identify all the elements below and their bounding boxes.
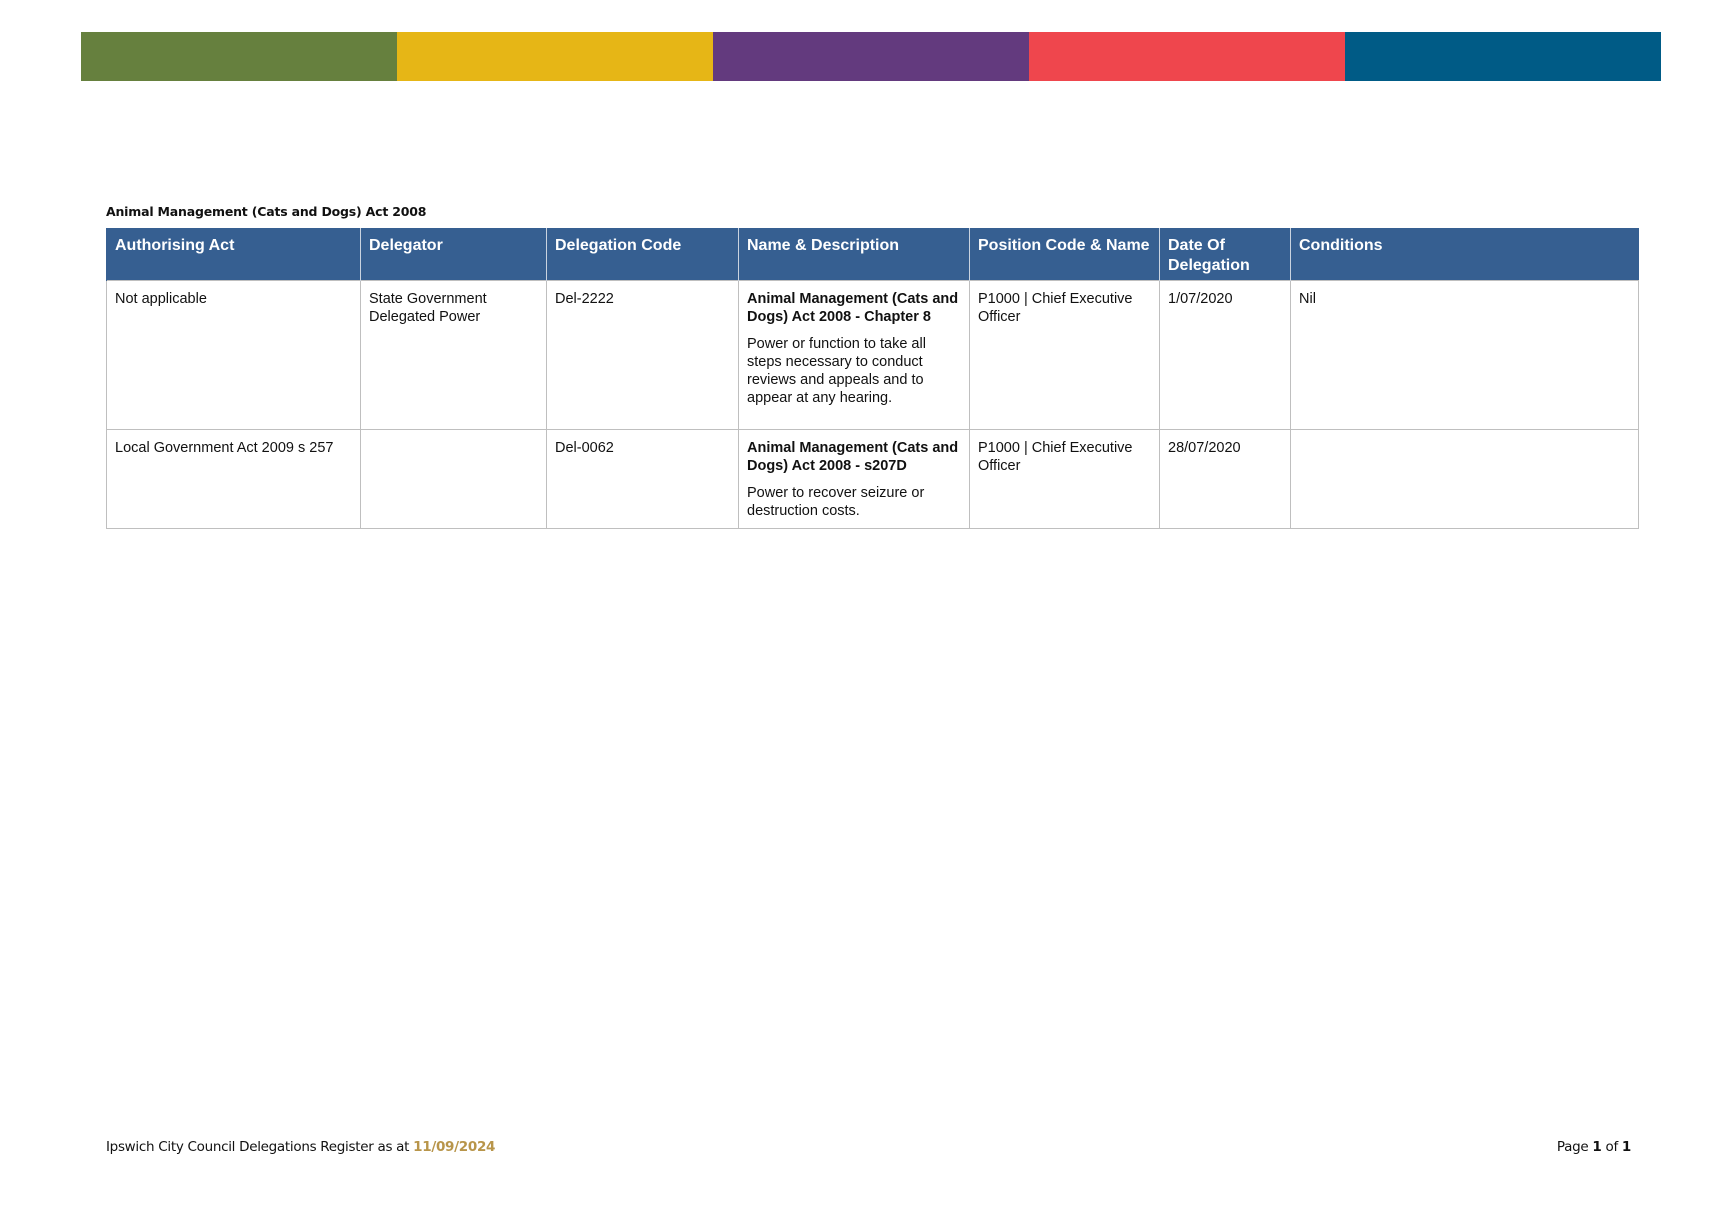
cell-position: P1000 | Chief Executive Officer [970, 281, 1160, 430]
cell-delegator [361, 430, 547, 529]
column-header-delegation-code: Delegation Code [547, 228, 739, 281]
color-band-segment-red [1029, 32, 1345, 81]
cell-authorising-act: Local Government Act 2009 s 257 [107, 430, 361, 529]
color-band-segment-purple [713, 32, 1029, 81]
delegations-table [106, 228, 1639, 529]
section-title: Animal Management (Cats and Dogs) Act 2008 [106, 204, 427, 219]
column-header-conditions: Conditions [1291, 228, 1639, 281]
page-of: of [1605, 1139, 1618, 1155]
page-prefix: Page [1556, 1139, 1589, 1155]
column-header-delegator: Delegator [361, 228, 547, 281]
cell-authorising-act: Not applicable [107, 281, 361, 430]
header-color-band [81, 32, 1661, 81]
table-row [107, 430, 1639, 529]
cell-name-description [739, 281, 970, 430]
table-header-row [107, 228, 1639, 281]
cell-conditions [1291, 430, 1639, 529]
column-header-position: Position Code & Name [970, 228, 1160, 281]
footer-register-date: 11/09/2024 [413, 1139, 496, 1155]
delegation-description: Power to recover seizure or destruction costs. [747, 485, 925, 519]
delegation-name: Animal Management (Cats and Dogs) Act 2008 - Chapter 8 [747, 291, 959, 325]
cell-date: 28/07/2020 [1160, 430, 1291, 529]
cell-delegation-code: Del-2222 [547, 281, 739, 430]
cell-delegation-code: Del-0062 [547, 430, 739, 529]
footer-page-number [1557, 1139, 1631, 1155]
table-row [107, 281, 1639, 430]
page-total: 1 [1621, 1139, 1631, 1155]
color-band-segment-green [81, 32, 397, 81]
delegation-name: Animal Management (Cats and Dogs) Act 2008 - s207D [747, 440, 959, 474]
cell-name-description [739, 430, 970, 529]
column-header-name-description: Name & Description [739, 228, 970, 281]
column-header-date: Date Of Delegation [1160, 228, 1291, 281]
delegation-description: Power or function to take all steps necessary to conduct reviews and appeals and to appear at any hearing. [747, 336, 926, 406]
color-band-segment-blue [1345, 32, 1661, 81]
footer-register-label [106, 1139, 495, 1155]
cell-date: 1/07/2020 [1160, 281, 1291, 430]
page-current: 1 [1592, 1139, 1602, 1155]
cell-position: P1000 | Chief Executive Officer [970, 430, 1160, 529]
footer-register-text: Ipswich City Council Delegations Register as at [106, 1139, 410, 1155]
cell-delegator: State Government Delegated Power [361, 281, 547, 430]
column-header-authorising-act: Authorising Act [107, 228, 361, 281]
cell-conditions: Nil [1291, 281, 1639, 430]
color-band-segment-yellow [397, 32, 713, 81]
